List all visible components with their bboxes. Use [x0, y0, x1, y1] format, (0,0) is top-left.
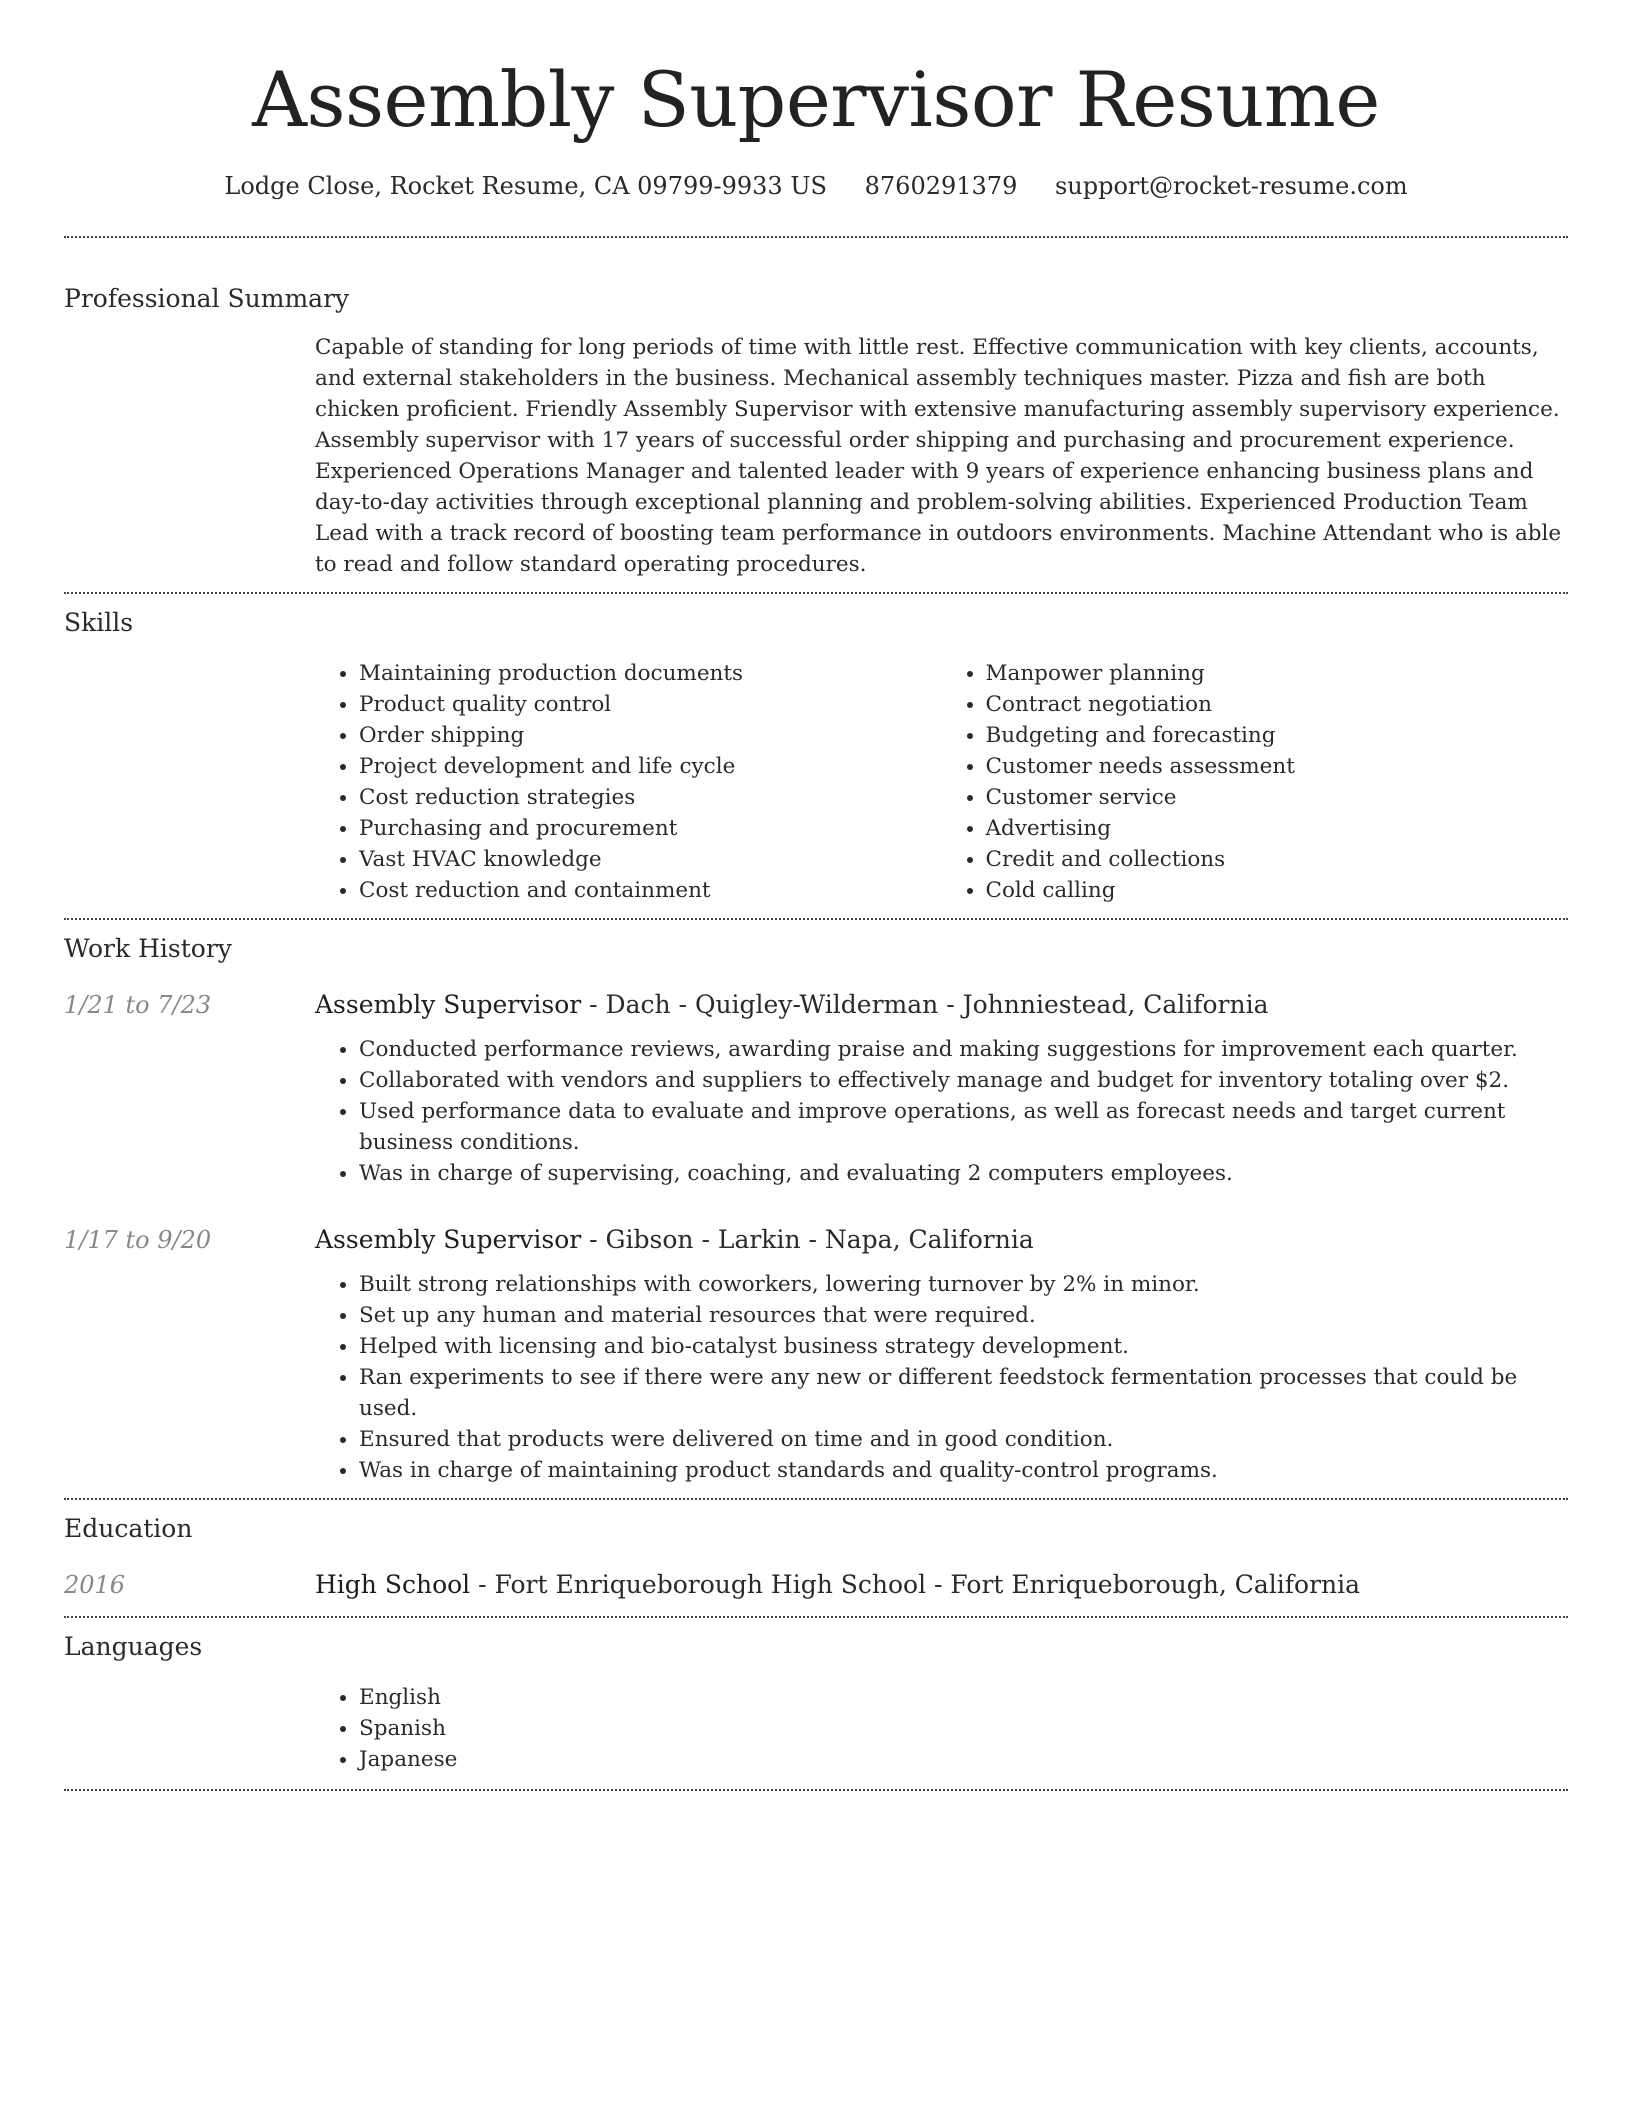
- section-title-languages: Languages: [64, 1632, 203, 1661]
- list-item: • Was in charge of supervising, coaching, and evaluating 2 computers employees.: [359, 1158, 1568, 1189]
- list-item: • Japanese: [359, 1744, 1568, 1775]
- skills-list-left: [315, 658, 942, 906]
- summary-section: [64, 238, 1568, 592]
- list-item: • Order shipping: [359, 720, 942, 751]
- job-details: - Gibson - Larkin - Napa, California: [581, 1225, 1034, 1254]
- job-heading: [315, 1223, 1034, 1257]
- list-item: • Maintaining production documents: [359, 658, 942, 689]
- education-entry: [64, 1568, 1568, 1602]
- job-heading: [315, 988, 1269, 1022]
- work-section: [64, 920, 1568, 1498]
- section-title-education: Education: [64, 1514, 193, 1543]
- list-item: • Ran experiments to see if there were any new or different feedstock fermentation processes that could be used.: [359, 1362, 1568, 1424]
- list-item: • Conducted performance reviews, awarding praise and making suggestions for improvement each quarter.: [359, 1034, 1568, 1065]
- phone: 8760291379: [864, 172, 1018, 200]
- job-dates: 1/17 to 9/20: [64, 1226, 212, 1254]
- address: Lodge Close, Rocket Resume, CA 09799-9933 US: [224, 172, 827, 200]
- list-item: • Collaborated with vendors and suppliers to effectively manage and budget for inventory totaling over $2.: [359, 1065, 1568, 1096]
- summary-text: Capable of standing for long periods of time with little rest. Effective communication with key clients, accounts, and external stakeholders in the business. Mechanical assembly techniques master. Pizza and fish are both chicken proficient. Friendly Assembly Supervisor with extensive manufacturing assembly supervisory experience. Assembly supervisor with 17 years of successful order shipping and purchasing and procurement experience. Experienced Operations Manager and talented leader with 9 years of experience enhancing business plans and day-to-day activities through exceptional planning and problem-solving abilities. Experienced Production Team Lead with a track record of boosting team performance in outdoors environments. Machine Attendant who is able to read and follow standard operating procedures.: [315, 335, 1562, 577]
- skills-section: [64, 594, 1568, 918]
- job-entry: [64, 988, 1568, 1189]
- list-item: • Was in charge of maintaining product standards and quality-control programs.: [359, 1455, 1568, 1486]
- list-item: • Ensured that products were delivered on time and in good condition.: [359, 1424, 1568, 1455]
- list-item: • Built strong relationships with coworkers, lowering turnover by 2% in minor.: [359, 1269, 1568, 1300]
- list-item: • Cost reduction and containment: [359, 875, 942, 906]
- list-item: • Credit and collections: [986, 844, 1569, 875]
- section-title-work: Work History: [64, 934, 232, 963]
- languages-list: [315, 1682, 1568, 1775]
- education-section: [64, 1500, 1568, 1616]
- list-item: • Manpower planning: [986, 658, 1569, 689]
- list-item: • Helped with licensing and bio-catalyst business strategy development.: [359, 1331, 1568, 1362]
- job-dates: 1/21 to 7/23: [64, 991, 212, 1019]
- job-entry: [64, 1223, 1568, 1486]
- list-item: • Budgeting and forecasting: [986, 720, 1569, 751]
- education-year: 2016: [64, 1571, 126, 1599]
- list-item: • Used performance data to evaluate and improve operations, as well as forecast needs and target current business conditions.: [359, 1096, 1568, 1158]
- education-degree: High School: [315, 1570, 471, 1599]
- section-title-summary: Professional Summary: [64, 284, 350, 313]
- list-item: • Customer needs assessment: [986, 751, 1569, 782]
- job-bullets: [315, 1034, 1568, 1189]
- list-item: • Contract negotiation: [986, 689, 1569, 720]
- list-item: • Set up any human and material resources that were required.: [359, 1300, 1568, 1331]
- education-details: - Fort Enriqueborough High School - Fort Enriqueborough, California: [470, 1570, 1361, 1599]
- list-item: • Cold calling: [986, 875, 1569, 906]
- list-item: • Vast HVAC knowledge: [359, 844, 942, 875]
- section-title-skills: Skills: [64, 608, 134, 637]
- email: support@rocket-resume.com: [1054, 172, 1408, 200]
- divider: [64, 1789, 1568, 1791]
- list-item: • Product quality control: [359, 689, 942, 720]
- list-item: • Advertising: [986, 813, 1569, 844]
- skills-list-right: [942, 658, 1569, 906]
- job-role: Assembly Supervisor: [315, 990, 582, 1019]
- list-item: • Cost reduction strategies: [359, 782, 942, 813]
- list-item: • Project development and life cycle: [359, 751, 942, 782]
- job-role: Assembly Supervisor: [315, 1225, 582, 1254]
- list-item: • Spanish: [359, 1713, 1568, 1744]
- list-item: • Customer service: [986, 782, 1569, 813]
- languages-section: [64, 1618, 1568, 1789]
- job-details: - Dach - Quigley-Wilderman - Johnniestead, California: [581, 990, 1269, 1019]
- education-heading: [315, 1568, 1360, 1602]
- list-item: • Purchasing and procurement: [359, 813, 942, 844]
- resume-title: Assembly Supervisor Resume: [252, 55, 1380, 144]
- list-item: • English: [359, 1682, 1568, 1713]
- job-bullets: [315, 1269, 1568, 1486]
- contact-line: [64, 170, 1568, 202]
